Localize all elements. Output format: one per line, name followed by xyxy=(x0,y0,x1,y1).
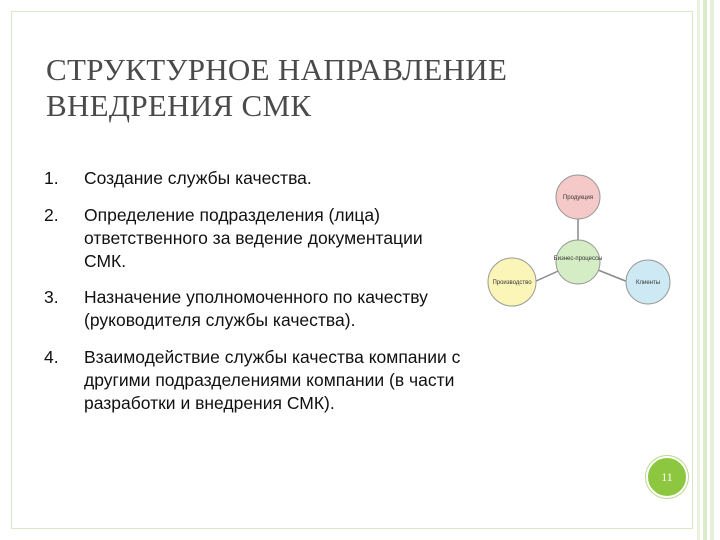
list-item-number: 2. xyxy=(44,205,59,225)
node-center-label: Бизнес-процессы xyxy=(553,256,603,262)
list-item-text: Создание службы качества. xyxy=(84,168,312,188)
node-left-label: Производство xyxy=(492,280,532,286)
decorative-side-band xyxy=(694,0,720,540)
list-item-text: Назначение уполномоченного по качеству (руководителя службы качества). xyxy=(84,287,428,330)
list-item xyxy=(44,286,464,332)
node-center-circle xyxy=(556,240,600,284)
hub-diagram xyxy=(480,172,690,312)
list-item-text: Определение подразделения (лица) ответственного за ведение документации СМК. xyxy=(84,205,423,271)
node-right-label: Клиенты xyxy=(635,280,661,286)
numbered-list xyxy=(44,167,464,429)
title-line-1: СТРУКТУРНОЕ НАПРАВЛЕНИЕ xyxy=(46,52,508,87)
list-item xyxy=(44,167,464,190)
title-line-2: ВНЕДРЕНИЯ СМК xyxy=(46,88,312,123)
node-top-label: Продукция xyxy=(562,195,594,201)
list-item-number: 1. xyxy=(44,168,59,188)
list-item xyxy=(44,204,464,273)
page-number-badge xyxy=(646,456,688,498)
list-item-text: Взаимодействие службы качества компании с другими подразделениями компании (в части разработки и внедрения СМК). xyxy=(84,347,461,413)
list-item-number: 3. xyxy=(44,287,59,307)
page-number: 11 xyxy=(661,469,673,484)
list-item xyxy=(44,346,464,415)
slide-title xyxy=(46,52,606,124)
list-item-number: 4. xyxy=(44,347,59,367)
